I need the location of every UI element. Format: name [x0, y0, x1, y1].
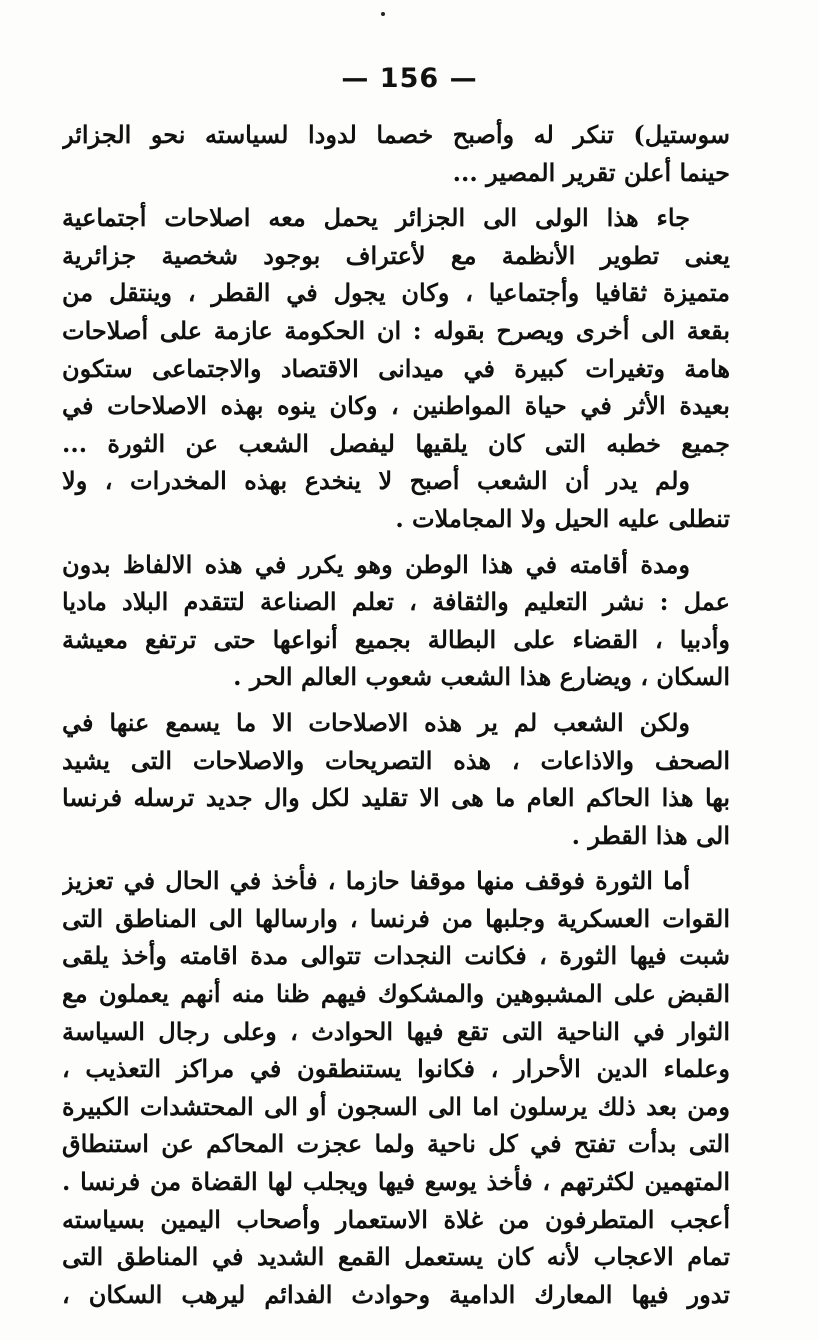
text-line: بقعة الى أخرى ويصرح بقوله : ان الحكومة عازمة على أصلاحات [62, 315, 730, 345]
text-line: التى بدأت تفتح في كل ناحية ولما عجزت المحاكم عن استنطاق [62, 1129, 730, 1159]
text-line: بعيدة الأثر في حياة المواطنين ، وكان ينوه بهذه الاصلاحات في [62, 391, 730, 421]
text-line: المتهمين لكثرتهم ، فأخذ يوسع فيها ويجلب لها القضاة من فرنسا . [62, 1167, 730, 1197]
paragraph-6 [62, 862, 730, 1313]
paragraph-3 [62, 462, 730, 537]
text-line: ولكن الشعب لم ير هذه الاصلاحات الا ما يسمع عنها في [62, 707, 690, 737]
text-line: وعلماء الدين الأحرار ، فكانوا يستنطقون في مراكز التعذيب ، [62, 1054, 730, 1084]
text-line: حينما أعلن تقرير المصير ... [452, 157, 730, 187]
text-line: جاء هذا الولى الى الجزائر يحمل معه اصلاحات أجتماعية [62, 203, 690, 233]
text-line: يعنى تطوير الأنظمة مع لأعتراف بوجود شخصية جزائرية [62, 240, 730, 270]
text-line: ومدة أقامته في هذا الوطن وهو يكرر في هذه الالفاظ بدون [62, 549, 690, 579]
paragraph-5 [62, 704, 730, 854]
text-line: الثوار في الناحية التى تقع فيها الحوادث ، وعلى رجال السياسة [62, 1016, 730, 1046]
text-line: الى هذا القطر . [571, 820, 730, 850]
text-line: تنطلى عليه الحيل ولا المجاملات . [395, 503, 730, 533]
text-line: سوستيل) تنكر له وأصبح خصما لدودا لسياسته نحو الجزائر [62, 120, 730, 149]
text-line: هامة وتغيرات كبيرة في ميدانى الاقتصاد والاجتماعى ستكون [62, 353, 730, 383]
text-line: الصحف والاذاعات ، هذه التصريحات والاصلاحات التى يشيد [62, 745, 730, 775]
paragraph-4 [62, 546, 730, 696]
page-number: — 156 — [341, 63, 478, 94]
body-text [62, 116, 730, 1313]
text-line: القوات العسكرية وجلبها من فرنسا ، وارسالها الى المناطق التى [62, 903, 730, 933]
text-line: تدور فيها المعارك الدامية وحوادث الفدائم ليرهب السكان ، [62, 1279, 730, 1309]
text-line: متميزة ثقافيا وأجتماعيا ، وكان يجول في القطر ، وينتقل من [62, 278, 730, 308]
text-line: القبض على المشبوهين والمشكوك فيهم ظنا منه أنهم يعملون مع [62, 979, 730, 1009]
text-line: أعجب المتطرفون من غلاة الاستعمار وأصحاب اليمين بسياسته [62, 1204, 730, 1234]
paragraph-2 [62, 199, 730, 462]
text-line: ولم يدر أن الشعب أصبح لا ينخدع بهذه المخدرات ، ولا [62, 466, 690, 496]
text-line: عمل : نشر التعليم والثقافة ، تعلم الصناعة لتتقدم البلاد ماديا [62, 587, 730, 617]
text-line: وأدبيا ، القضاء على البطالة بجميع أنواعها حتى ترتفع معيشة [62, 624, 730, 654]
text-line: ومن بعد ذلك يرسلون اما الى السجون أو الى المحتشدات الكبيرة [62, 1091, 730, 1121]
ink-speck [381, 12, 385, 16]
text-line: جميع خطبه التى كان يلقيها ليفصل الشعب عن الثورة ... [62, 428, 730, 458]
text-line: بها هذا الحاكم العام ما هى الا تقليد لكل وال جديد ترسله فرنسا [62, 783, 730, 813]
text-line: شبت فيها الثورة ، فكانت النجدات تتوالى مدة اقامته وأخذ يلقى [62, 941, 730, 971]
text-line: أما الثورة فوقف منها موقفا حازما ، فأخذ في الحال في تعزيز [62, 866, 690, 896]
text-line: تمام الاعجاب لأنه كان يستعمل القمع الشديد في المناطق التى [62, 1242, 730, 1272]
paragraph-1 [62, 116, 730, 191]
text-line: السكان ، ويضارع هذا الشعب شعوب العالم الحر . [233, 662, 730, 692]
